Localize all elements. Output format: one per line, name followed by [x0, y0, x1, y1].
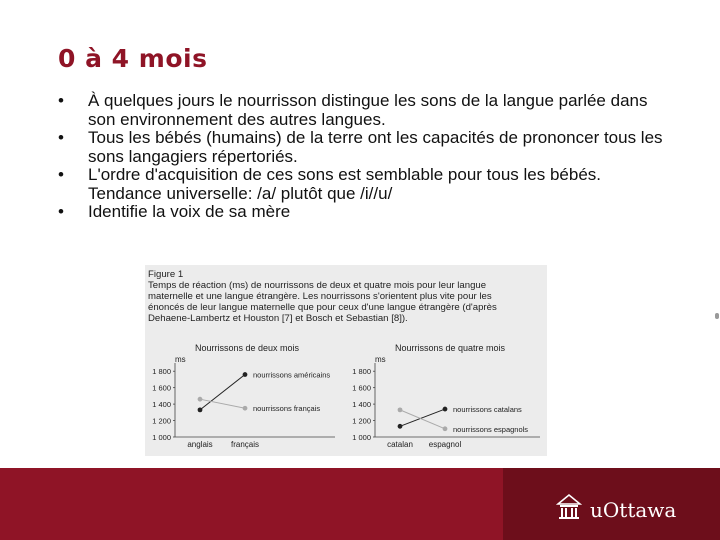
data-point — [398, 407, 403, 412]
caption-line: maternelle et une langue étrangère. Les nourrissons s'orientent plus vite pour les — [148, 291, 492, 302]
y-tick-label: 1 000 — [352, 433, 371, 442]
series-label: nourrissons français — [253, 404, 321, 414]
data-point — [243, 372, 248, 377]
data-point — [398, 424, 403, 429]
bullet-list — [58, 92, 668, 222]
data-point — [198, 397, 203, 402]
x-tick-label: français — [230, 440, 260, 449]
figure-image — [145, 265, 547, 456]
y-tick-label: 1 800 — [152, 367, 171, 377]
figure-charts — [145, 265, 547, 456]
y-tick-label: 1 200 — [352, 416, 371, 426]
data-point — [243, 406, 248, 411]
y-tick-label: 1 400 — [152, 400, 171, 410]
series-line — [200, 375, 245, 410]
y-tick-label: 1 800 — [352, 367, 371, 377]
caption-line: énoncés de leur langue maternelle que pour ceux d'une langue étrangère (d'après — [148, 302, 497, 313]
y-tick-label: 1 000 — [152, 433, 171, 442]
bullet-text: L'ordre d'acquisition de ces sons est semblable pour tous les bébés. Tendance universelle: /a/ plutôt que /i//u/ — [88, 165, 602, 203]
data-point — [443, 407, 448, 412]
y-axis-label: ms — [175, 355, 186, 364]
bullet-item — [58, 166, 668, 203]
data-point — [198, 407, 203, 412]
series-line — [200, 399, 245, 408]
y-tick-label: 1 600 — [152, 383, 171, 393]
x-tick-label: espagnol — [428, 440, 462, 449]
slide-title: 0 à 4 mois — [58, 44, 208, 73]
caption-line: Dehaene-Lambertz et Houston [7] et Bosch et Sebastian [8]). — [148, 313, 408, 324]
series-label: nourrissons espagnols — [453, 424, 529, 434]
bullet-text: Tous les bébés (humains) de la terre ont les capacités de prononcer tous les sons langagiers répertoriés. — [88, 128, 663, 166]
bullet-dot: • — [58, 165, 64, 184]
y-tick-label: 1 200 — [152, 416, 171, 426]
chart-title: Nourrissons de quatre mois — [395, 343, 506, 353]
bullet-dot: • — [58, 128, 64, 147]
series-line — [400, 410, 445, 429]
series-label: nourrissons catalans — [453, 405, 522, 415]
x-tick-label: catalan — [387, 440, 413, 449]
y-tick-label: 1 600 — [352, 383, 371, 393]
caption-line: Temps de réaction (ms) de nourrissons de deux et quatre mois pour leur langue — [148, 280, 487, 291]
series-line — [400, 409, 445, 426]
figure-heading: Figure 1 — [148, 269, 184, 280]
slide-edge-mark — [715, 313, 719, 319]
uottawa-logo-text: uOttawa — [590, 498, 677, 522]
bullet-dot: • — [58, 202, 64, 221]
bullet-text: À quelques jours le nourrisson distingue les sons de la langue parlée dans son environnement des autres langues. — [88, 91, 648, 129]
y-axis-label: ms — [375, 355, 386, 364]
bullet-dot: • — [58, 91, 64, 110]
bullet-text: Identifie la voix de sa mère — [88, 202, 291, 221]
university-building-icon — [556, 492, 582, 522]
bullet-item — [58, 129, 668, 166]
series-label: nourrissons américains — [253, 370, 331, 380]
bullet-item — [58, 92, 668, 129]
y-tick-label: 1 400 — [352, 400, 371, 410]
bullet-item — [58, 203, 668, 222]
data-point — [443, 426, 448, 431]
x-tick-label: anglais — [187, 440, 213, 449]
chart-title: Nourrissons de deux mois — [195, 343, 300, 353]
